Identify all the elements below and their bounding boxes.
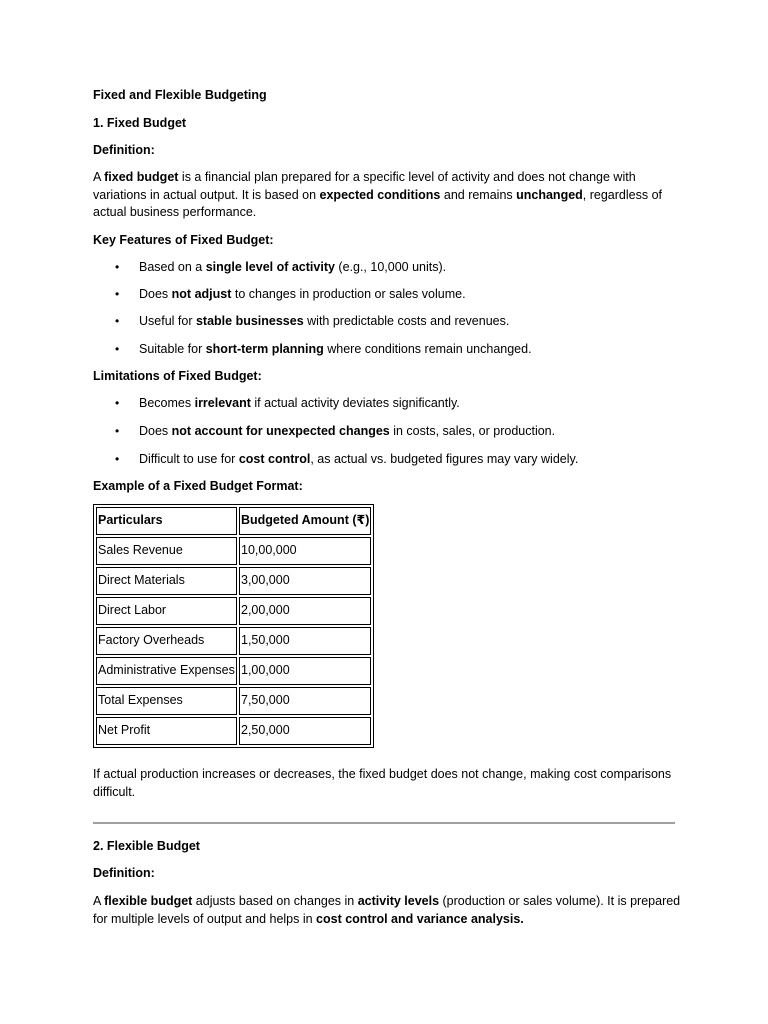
text-run: adjusts based on changes in [192, 894, 358, 908]
text-run: (e.g., 10,000 units). [334, 260, 447, 274]
flexible-definition-label: Definition: [93, 866, 155, 880]
text-run: is a financial plan prepared for a specific level of activity and does not change with variations in actual output. It is based on [93, 170, 636, 202]
feature-item [115, 286, 466, 304]
text-run: in costs, sales, or production. [389, 424, 556, 438]
text-run: to changes in production or sales volume. [231, 287, 466, 301]
example-heading: Example of a Fixed Budget Format: [93, 479, 303, 493]
feature-item [115, 259, 447, 277]
bullet-icon: • [115, 314, 120, 328]
table-cell: 2,00,000 [239, 597, 371, 625]
table-row [96, 657, 371, 685]
bold-text-run: not adjust [171, 287, 232, 301]
bold-text-run: expected conditions [319, 187, 441, 202]
fixed-budget-table [93, 504, 374, 748]
feature-text [139, 342, 532, 356]
table-cell: 10,00,000 [239, 537, 371, 565]
table-row [96, 717, 371, 745]
flexible-definition-paragraph [93, 893, 683, 928]
table-cell: Total Expenses [96, 687, 237, 715]
table-row [96, 627, 371, 655]
bold-text-run: cost control [238, 452, 311, 466]
table-row [96, 567, 371, 595]
bold-text-run: short-term planning [205, 342, 324, 356]
text-run: with predictable costs and revenues. [303, 314, 510, 328]
table-row [96, 537, 371, 565]
table-cell: Factory Overheads [96, 627, 237, 655]
text-run: Becomes [139, 396, 195, 410]
table-header-cell: Budgeted Amount (₹) [239, 507, 371, 535]
feature-text [139, 287, 466, 301]
fixed-budget-note: If actual production increases or decreases, the fixed budget does not change, making cost comparisons difficult. [93, 767, 672, 799]
table-cell: 3,00,000 [239, 567, 371, 595]
flexible-budget-heading: 2. Flexible Budget [93, 839, 200, 853]
text-run: Suitable for [139, 342, 206, 356]
bold-text-run: flexible budget [104, 894, 193, 908]
text-run: , as actual vs. budgeted figures may vary widely. [310, 452, 579, 466]
bullet-icon: • [115, 396, 120, 410]
text-run: (production or sales volume). It is prepared for multiple levels of output and helps in [93, 894, 681, 926]
fixed-definition-label: Definition: [93, 143, 155, 157]
limitation-item [115, 395, 460, 413]
feature-item [115, 313, 510, 331]
table-cell: Direct Materials [96, 567, 237, 595]
table-cell: Net Profit [96, 717, 237, 745]
table-header-cell: Particulars [96, 507, 237, 535]
table-cell: Sales Revenue [96, 537, 237, 565]
document-title: Fixed and Flexible Budgeting [93, 88, 267, 102]
fixed-budget-heading: 1. Fixed Budget [93, 116, 187, 130]
limitation-text [139, 396, 460, 410]
section-divider [93, 822, 675, 824]
fixed-definition-paragraph [93, 169, 683, 222]
feature-text [139, 260, 446, 274]
bold-text-run: single level of activity [205, 260, 335, 274]
text-run: Useful for [139, 314, 196, 328]
bullet-icon: • [115, 287, 120, 301]
table-row [96, 687, 371, 715]
bold-text-run: cost control and variance analysis. [316, 911, 524, 926]
bold-text-run: activity levels [357, 894, 440, 908]
table-cell: Direct Labor [96, 597, 237, 625]
text-run: , regardless of actual business performance. [93, 187, 663, 219]
limitations-heading: Limitations of Fixed Budget: [93, 369, 262, 383]
bold-text-run: irrelevant [194, 396, 251, 410]
table-header-row [96, 507, 371, 535]
table-cell: 1,00,000 [239, 657, 371, 685]
limitation-text [139, 424, 555, 438]
text-run: A [93, 894, 105, 908]
limitation-text [139, 452, 578, 466]
feature-item [115, 341, 532, 359]
text-run: Does [139, 287, 172, 301]
text-run: if actual activity deviates significantly. [250, 396, 460, 410]
limitation-item [115, 451, 579, 469]
text-run: Does [139, 424, 172, 438]
bullet-icon: • [115, 260, 120, 274]
feature-text [139, 314, 509, 328]
bold-text-run: not account for unexpected changes [171, 424, 390, 438]
bold-text-run: fixed budget [104, 170, 179, 184]
table-cell: Administrative Expenses [96, 657, 237, 685]
bullet-icon: • [115, 452, 120, 466]
table-cell: 1,50,000 [239, 627, 371, 655]
bold-text-run: unchanged [516, 187, 583, 202]
bold-text-run: stable businesses [195, 314, 304, 328]
limitation-item [115, 423, 556, 441]
table-row [96, 597, 371, 625]
text-run: Based on a [139, 260, 206, 274]
text-run: where conditions remain unchanged. [323, 342, 532, 356]
table-cell: 7,50,000 [239, 687, 371, 715]
text-run: and remains [440, 187, 517, 202]
text-run: A [93, 170, 105, 184]
table-cell: 2,50,000 [239, 717, 371, 745]
text-run: Difficult to use for [139, 452, 239, 466]
features-heading: Key Features of Fixed Budget: [93, 233, 274, 247]
bullet-icon: • [115, 342, 120, 356]
bullet-icon: • [115, 424, 120, 438]
